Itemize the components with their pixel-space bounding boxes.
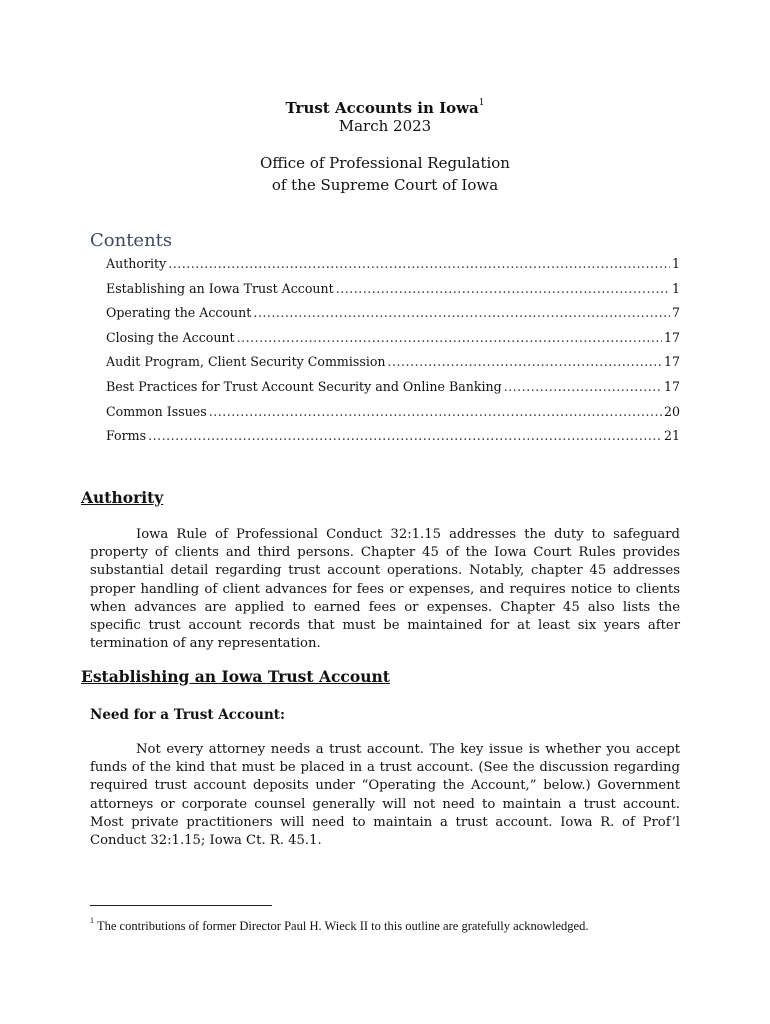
toc-item-page: 17 [663, 354, 680, 370]
toc-item-page: 7 [671, 305, 680, 321]
toc-item-label: Closing the Account [106, 329, 235, 345]
toc-leader-dots [336, 277, 670, 301]
section-heading-establishing: Establishing an Iowa Trust Account [81, 667, 390, 686]
office-block [0, 152, 770, 196]
toc-item-page: 1 [671, 256, 680, 271]
toc-item-label: Common Issues [106, 403, 207, 419]
toc-item-page: 17 [663, 378, 680, 394]
footnote-mark: 1 [90, 916, 94, 925]
toc-leader-dots [504, 375, 662, 399]
toc-item-best-practices[interactable] [106, 375, 680, 400]
section-heading-authority: Authority [81, 488, 164, 507]
toc-item-page: 20 [663, 403, 680, 419]
document-title-text: Trust Accounts in Iowa [285, 99, 479, 117]
office-line-2: of the Supreme Court of Iowa [271, 176, 499, 194]
toc-item-label: Forms [106, 428, 147, 444]
toc-item-label: Audit Program, Client Security Commission [106, 354, 386, 370]
toc-item-authority[interactable] [106, 252, 680, 277]
toc-heading: Contents [90, 230, 173, 251]
establishing-paragraph: Not every attorney needs a trust account. The key issue is whether you accept funds of the kind that must be placed in a trust account. (See the discussion regarding required trust account deposits under “Operating the Account,” below.) Government attorneys or corporate counsel generally will not need to maintain a trust account. Most private practitioners will need to maintain a trust account. Iowa R. of Prof’l Conduct 32:1.15; Iowa Ct. R. 45.1. [90, 742, 680, 849]
office-line-1: Office of Professional Regulation [260, 154, 510, 172]
toc-item-forms[interactable] [106, 424, 680, 449]
footnote-text: The contributions of former Director Paul H. Wieck II to this outline are gratefully acknowledged. [97, 919, 589, 934]
toc-item-closing[interactable] [106, 326, 680, 351]
footnote-divider [90, 905, 272, 906]
toc-leader-dots [237, 326, 662, 350]
toc-item-label: Operating the Account [106, 305, 252, 321]
toc-item-label: Authority [106, 256, 167, 271]
toc-item-audit-program[interactable] [106, 350, 680, 375]
subheading-need-for-trust-account: Need for a Trust Account: [90, 707, 286, 723]
toc-leader-dots [388, 350, 662, 374]
authority-paragraph: Iowa Rule of Professional Conduct 32:1.15 addresses the duty to safeguard property of clients and third persons. Chapter 45 of the Iowa Court Rules provides substantial detail regarding trust account operations. Notably, chapter 45 addresses proper handling of client advances for fees or expenses, and requires notice to clients when advances are applied to earned fees or expenses. Chapter 45 also lists the specific trust account records that must be maintained for at least six years after termination of any representation. [90, 527, 680, 652]
toc-leader-dots [209, 400, 662, 424]
toc-item-page: 1 [671, 280, 680, 296]
toc-leader-dots [168, 252, 670, 276]
toc-item-establishing[interactable] [106, 277, 680, 302]
toc-item-label: Best Practices for Trust Account Security and Online Banking [106, 378, 502, 394]
toc-item-page: 17 [663, 329, 680, 345]
toc-item-page: 21 [663, 428, 680, 444]
document-title [0, 95, 770, 118]
document-date: March 2023 [338, 117, 432, 135]
toc-item-common-issues[interactable] [106, 400, 680, 425]
toc-item-operating[interactable] [106, 301, 680, 326]
toc-leader-dots [148, 424, 662, 448]
toc-item-label: Establishing an Iowa Trust Account [106, 280, 334, 296]
toc-leader-dots [253, 301, 670, 325]
title-footnote-mark[interactable]: 1 [478, 98, 485, 108]
table-of-contents [106, 252, 680, 449]
footnote [90, 914, 588, 935]
